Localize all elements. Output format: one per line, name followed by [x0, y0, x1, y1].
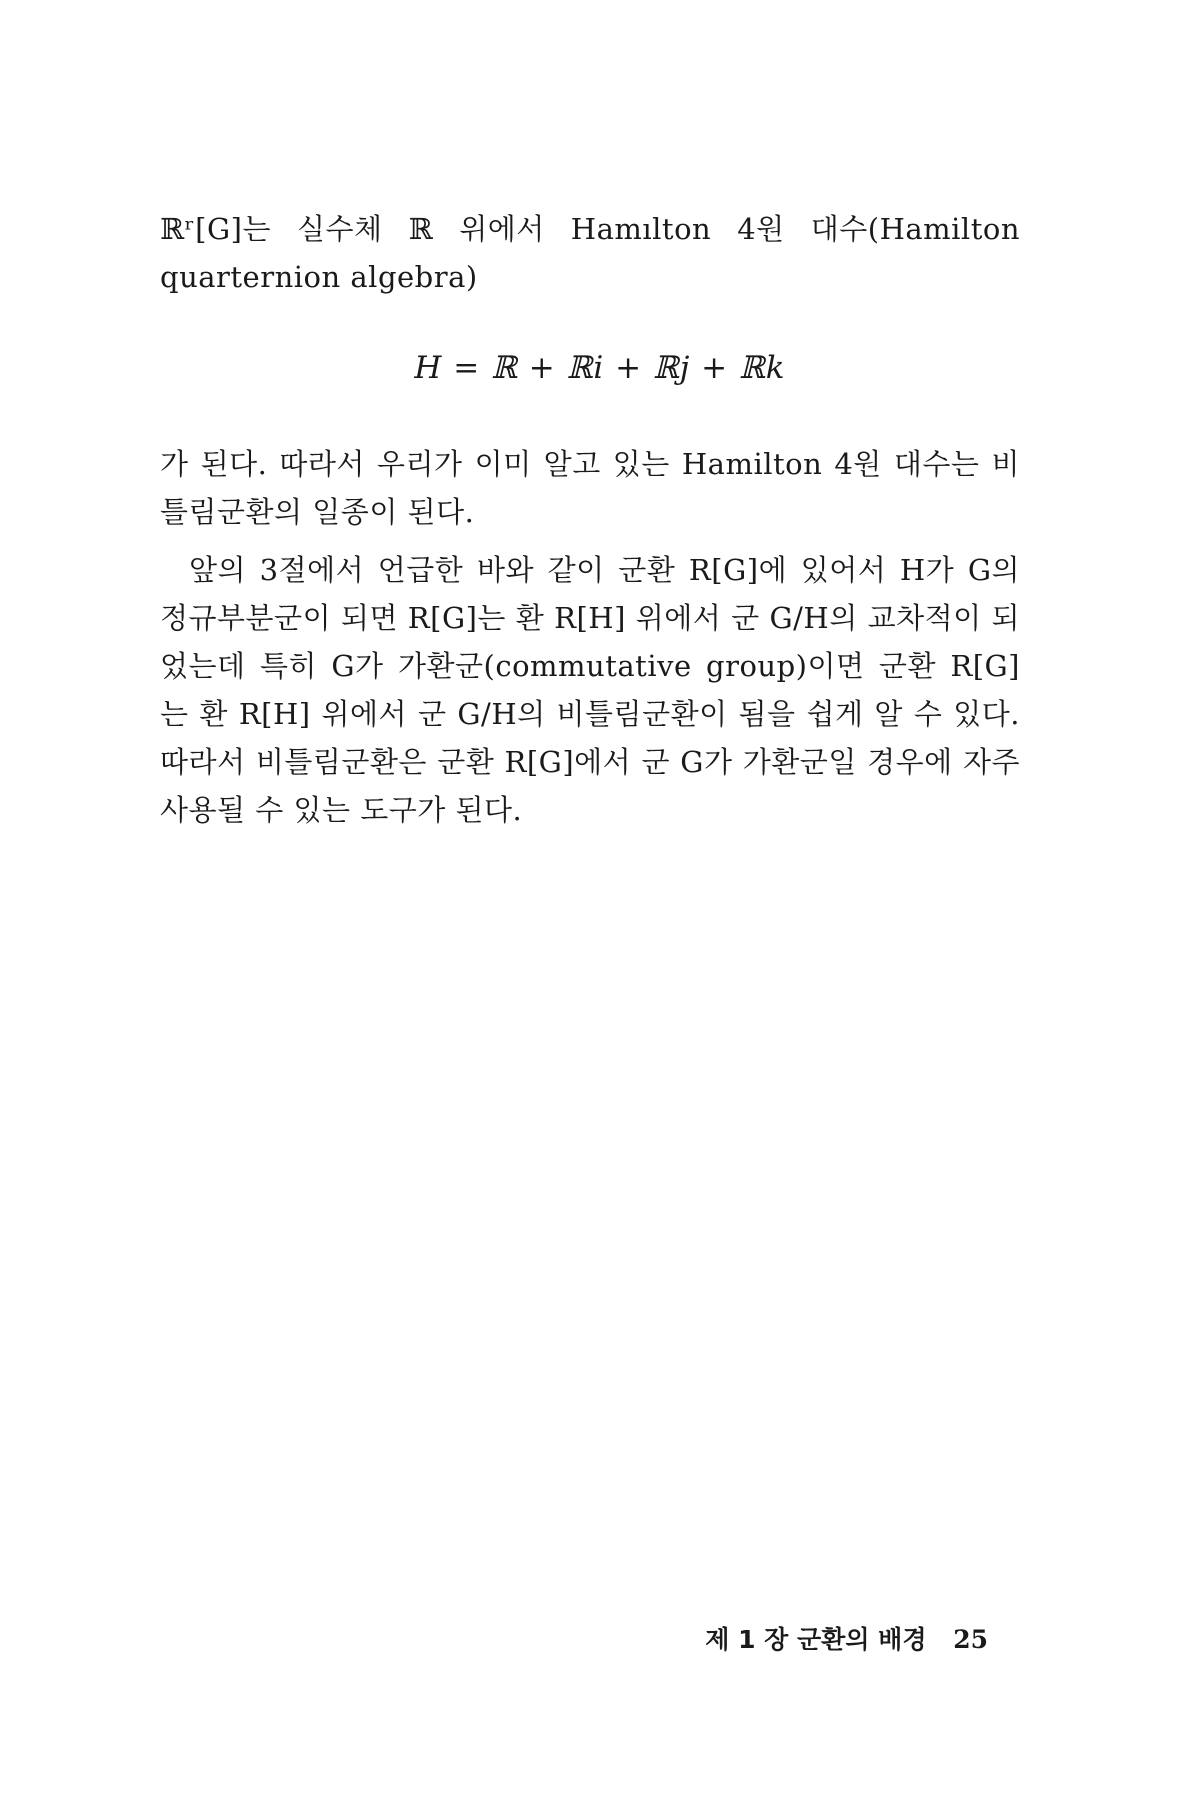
page-footer	[705, 1620, 988, 1656]
body-paragraph-2	[160, 440, 1020, 536]
paragraph-text: 앞의 3절에서 언급한 바와 같이 군환 R[G]에 있어서 H가 G의 정규부분군이 되면 R[G]는 환 R[H] 위에서 군 G/H의 교차적이 되었는데 특히 G가 가환군(commutative group)이면 군환 R[G]는 환 R[H] 위에서 군 G/H의 비틀림군환이 됨을 쉽게 알 수 있다. 따라서 비틀림군환은 군환 R[G]에서 군 G가 가환군일 경우에 자주 사용될 수 있는 도구가 된다.	[160, 553, 1020, 827]
equation-hamilton-quaternion: H = ℝ + ℝi + ℝj + ℝk	[414, 350, 786, 386]
running-header-chapter: 제 1 장 군환의 배경	[705, 1625, 927, 1654]
body-paragraph-3	[160, 546, 1020, 834]
paragraph-text: ℝʳ[G]는 실수체 ℝ 위에서 Hamılton 4원 대수(Hamilton quarternion algebra)	[160, 212, 1020, 294]
paragraph-text: 가 된다. 따라서 우리가 이미 알고 있는 Hamilton 4원 대수는 비틀림군환의 일종이 된다.	[160, 447, 1020, 529]
page-number: 25	[953, 1625, 988, 1654]
body-paragraph-1	[160, 205, 1020, 301]
